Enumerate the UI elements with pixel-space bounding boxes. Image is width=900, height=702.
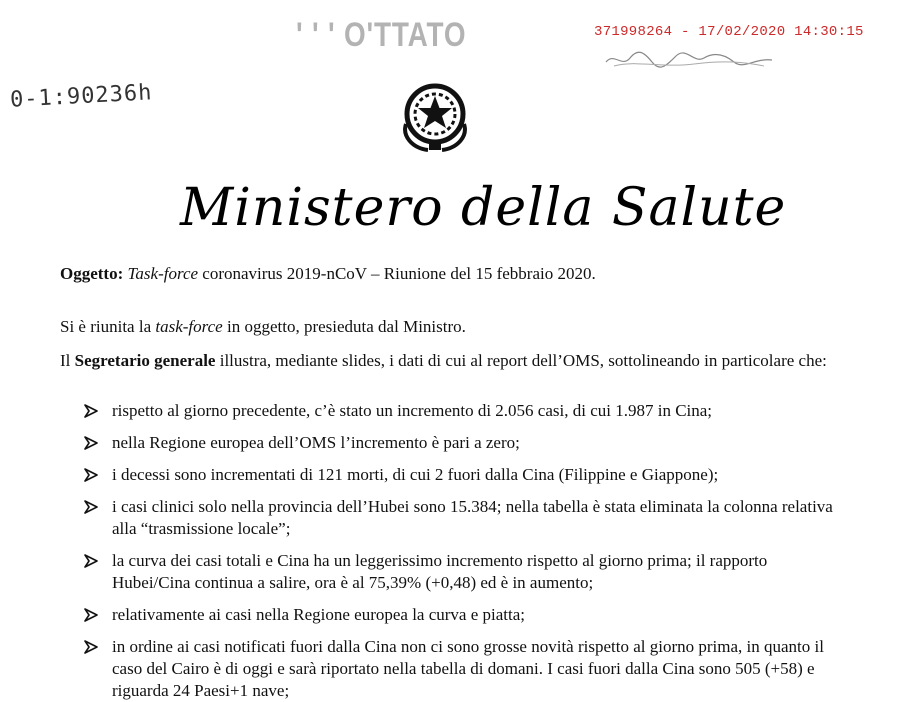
bullet-text: i casi clinici solo nella provincia dell’Hubei sono 15.384; nella tabella è stata eliminata la colonna relativa alla “trasmissione locale”; [112,497,833,538]
bullet-item [84,550,844,594]
bullet-text: nella Regione europea dell’OMS l’incremento è pari a zero; [112,433,520,452]
protocol-number: 371998264 - 17/02/2020 14:30:15 [594,24,864,40]
italian-emblem-icon [398,76,472,154]
bullet-text: relativamente ai casi nella Regione europea la curva e piatta; [112,605,525,624]
secretary-bold: Segretario generale [74,351,216,370]
bullet-item [84,432,844,454]
arrow-bullet-icon [84,640,98,654]
ministry-title: Ministero della Salute [180,178,787,238]
bullet-item [84,604,844,626]
bullet-item [84,400,844,422]
subject-label: Oggetto: [60,264,124,283]
secretary-after: illustra, mediante slides, i dati di cui al report dell’OMS, sottolineando in particolare che: [219,351,827,370]
bullet-text: la curva dei casi totali e Cina ha un leggerissimo incremento rispetto al giorno prima; il rapporto Hubei/Cina continua a salire, ora è al 75,39% (+0,48) ed è in aumento; [112,551,768,592]
secretary-before: Il [60,351,71,370]
intro-after: in oggetto, presieduta dal Ministro. [226,317,466,336]
subject-line [60,264,596,284]
intro-italic: task-force [155,317,223,336]
intro-before: Si è riunita la [60,317,152,336]
bullet-text: rispetto al giorno precedente, c’è stato un incremento di 2.056 casi, di cui 1.987 in Cina; [112,401,713,420]
bullet-text: i decessi sono incrementati di 121 morti, di cui 2 fuori dalla Cina (Filippine e Giappone); [112,465,719,484]
registration-stamp: ' ' ' O'TTATO [296,16,467,54]
arrow-bullet-icon [84,468,98,482]
signature-scribble-icon [604,48,774,70]
bullet-item [84,636,844,702]
bullet-text: in ordine ai casi notificati fuori dalla Cina non ci sono grosse novità rispetto al giorno prima, in quanto il caso del Cairo è di oggi e sarà riportato nella tabella di domani. I casi fuori dalla Cina sono 505 (+58) e riguarda 24 Paesi+1 nave; [112,637,824,700]
arrow-bullet-icon [84,554,98,568]
bullet-list [84,400,844,702]
secretary-paragraph [60,350,850,372]
intro-paragraph [60,316,850,338]
arrow-bullet-icon [84,404,98,418]
subject-text: coronavirus 2019-nCoV – Riunione del 15 febbraio 2020. [202,264,596,283]
handwritten-note: 0-1:90236h [9,80,154,113]
subject-italic: Task-force [127,264,199,283]
arrow-bullet-icon [84,436,98,450]
arrow-bullet-icon [84,500,98,514]
bullet-item [84,496,844,540]
arrow-bullet-icon [84,608,98,622]
bullet-item [84,464,844,486]
